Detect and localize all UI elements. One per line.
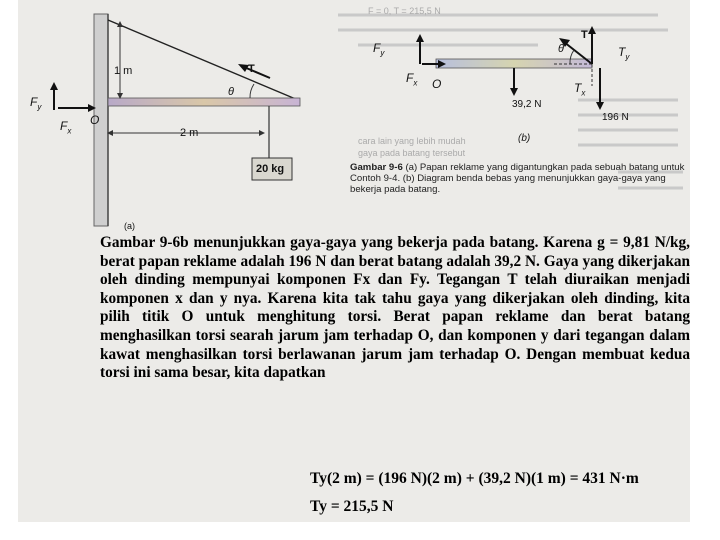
caption-title: Gambar 9-6: [350, 162, 403, 173]
equation-1: Ty(2 m) = (196 N)(2 m) + (39,2 N)(1 m) = 431 N·m: [310, 470, 639, 487]
origin-label-a: O: [90, 113, 100, 127]
body-paragraph: [100, 234, 690, 383]
sign-label: 20 kg: [256, 163, 285, 175]
caption-text: (a) Papan reklame yang digantungkan pada sebuah batang untuk Contoh 9-4. (b) Diagram benda bebas yang menunjukkan gaya-gaya yang bekerja pada batang.: [350, 162, 685, 196]
fy-label-b: $F_y$: [373, 41, 385, 58]
tx-label: $T_x$: [574, 81, 586, 98]
origin-label-b: O: [432, 77, 442, 91]
theta-label-b: θ: [558, 43, 564, 55]
beam-b: [436, 59, 592, 68]
cable-line: [108, 20, 298, 100]
bleed-text-1: F = 0, T = 215,5 N: [368, 6, 441, 16]
panel-a-label: (a): [124, 221, 135, 231]
sign-weight-label: 196 N: [602, 112, 629, 123]
fx-label-a: $F_x$: [60, 119, 72, 136]
equation-2: Ty = 215,5 N: [310, 498, 394, 515]
theta-label-a: θ: [228, 86, 234, 98]
scanned-page: [18, 0, 690, 522]
dim-1m-label: 1 m: [114, 65, 133, 77]
bleed-text-2: cara lain yang lebih mudah: [358, 136, 466, 146]
beam: [108, 98, 300, 106]
beam-weight-label: 39,2 N: [512, 99, 542, 110]
ty-label: $T_y$: [618, 45, 630, 62]
fx-label-b: $F_x$: [406, 71, 418, 88]
bleed-text-3: gaya pada batang tersebut: [358, 148, 466, 158]
tension-label-b: T: [581, 29, 588, 41]
tension-label-a: T: [248, 63, 255, 75]
fy-label-a: $F_y$: [30, 95, 42, 112]
body-text: Gambar 9-6b menunjukkan gaya-gaya yang bekerja pada batang. Karena g = 9,81 N/kg, berat papan reklame adalah 196 N dan berat batang adalah 39,2 N. Gaya yang dikerjakan oleh dinding mempunyai komponen Fx dan Fy. Tegangan T telah diuraikan menjadi komponen x dan y nya. Karena kita tak tahu gaya yang dikerjakan oleh dinding, kita pilih titik O untuk menghitung torsi. Berat papan reklame dan berat batang menghasilkan torsi searah jarum jam terhadap O, dan komponen y dari tegangan dalam kawat menghasilkan torsi berlawanan jarum jam terhadap O. Dengan membuat kedua torsi ini sama besar, kita dapatkan: [100, 234, 690, 382]
panel-b-label: (b): [518, 133, 531, 144]
dim-2m-label: 2 m: [180, 127, 199, 139]
figure-caption: [350, 162, 690, 196]
